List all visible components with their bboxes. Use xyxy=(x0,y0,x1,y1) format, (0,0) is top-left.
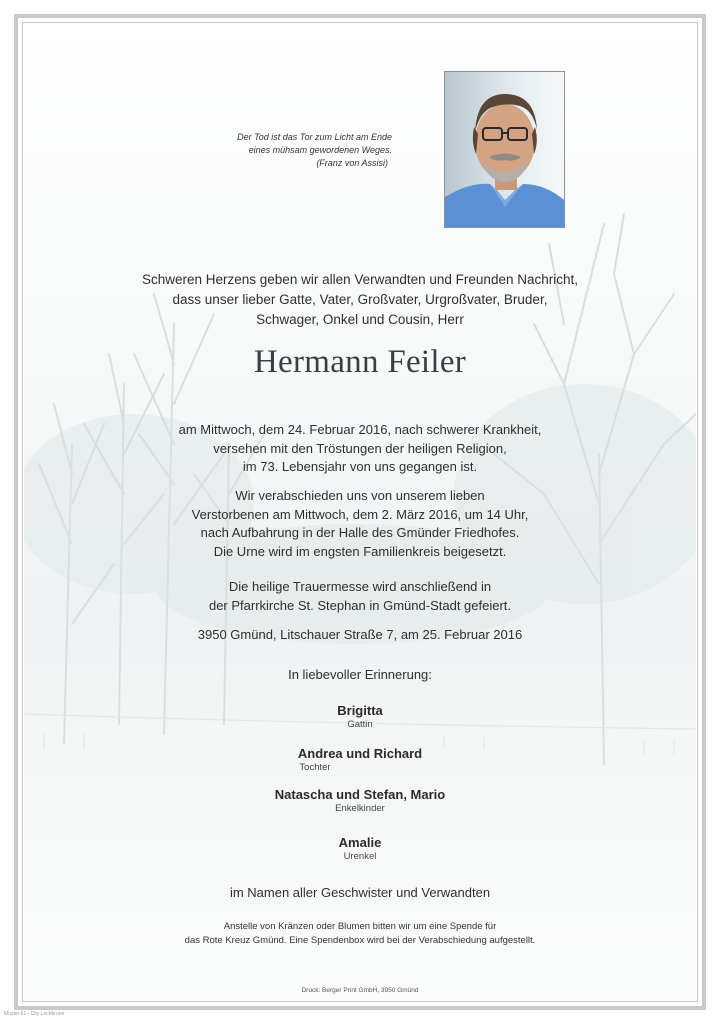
place-date: 3950 Gmünd, Litschauer Straße 7, am 25. Februar 2016 xyxy=(197,627,523,642)
mourner-role: Gattin xyxy=(347,719,373,730)
farewell-info xyxy=(40,487,680,561)
death-info-line: im 73. Lebensjahr von uns gegangen ist. xyxy=(242,459,478,474)
motto-line: Der Tod ist das Tor zum Licht am Ende xyxy=(237,132,392,142)
motto-quote xyxy=(180,131,392,170)
death-info xyxy=(40,421,680,477)
donation-note xyxy=(40,920,680,948)
mourner-entry xyxy=(40,787,680,814)
mourner-entry xyxy=(40,703,680,730)
motto-line: eines mühsam gewordenen Weges. xyxy=(248,145,392,155)
motto-author: (Franz von Assisi) xyxy=(316,158,388,168)
mourner-name: Andrea und Richard xyxy=(297,746,423,761)
farewell-line: Die Urne wird im engsten Familienkreis beigesetzt. xyxy=(213,543,507,559)
mourner-role: Tochter xyxy=(299,762,331,773)
deceased-name: Hermann Feiler xyxy=(253,344,467,380)
farewell-line: nach Aufbahrung in der Halle des Gmünder Friedhofes. xyxy=(200,525,520,540)
farewell-line: Wir verabschieden uns von unserem lieben xyxy=(235,488,485,503)
mourner-role: Enkelkinder xyxy=(335,803,385,814)
mourner-entry xyxy=(40,835,680,862)
death-info-line: am Mittwoch, dem 24. Februar 2016, nach schwerer Krankheit, xyxy=(178,422,542,437)
mourner-name: Natascha und Stefan, Mario xyxy=(274,787,446,802)
intro-line: dass unser lieber Gatte, Vater, Großvater, Urgroßvater, Bruder, xyxy=(172,292,548,307)
memory-heading: In liebevoller Erinnerung: xyxy=(288,667,432,682)
closing-line: im Namen aller Geschwister und Verwandten xyxy=(229,885,491,900)
death-info-line: versehen mit den Tröstungen der heiligen Religion, xyxy=(213,440,507,456)
donation-line: das Rote Kreuz Gmünd. Eine Spendenbox wird bei der Verabschiedung aufgestellt. xyxy=(184,935,536,946)
mass-line: der Pfarrkirche St. Stephan in Gmünd-Stadt gefeiert. xyxy=(208,597,512,613)
template-code: Muster 61 - City Lochbrunn xyxy=(4,1011,65,1017)
donation-line: Anstelle von Kränzen oder Blumen bitten wir um eine Spende für xyxy=(223,921,497,932)
mourner-entry xyxy=(40,746,680,773)
farewell-line: Verstorbenen am Mittwoch, dem 2. März 2016, um 14 Uhr, xyxy=(191,506,529,522)
intro-line: Schwager, Onkel und Cousin, Herr xyxy=(256,312,464,327)
mass-line: Die heilige Trauermesse wird anschließend in xyxy=(228,579,492,594)
intro-text xyxy=(40,270,680,330)
portrait-photo xyxy=(444,71,565,228)
mourner-name: Brigitta xyxy=(337,703,383,718)
mourner-name: Amalie xyxy=(338,835,382,850)
mourner-role: Urenkel xyxy=(343,851,377,862)
intro-line: Schweren Herzens geben wir allen Verwandten und Freunden Nachricht, xyxy=(141,272,578,287)
printer-credit: Druck: Berger Print GmbH, 3950 Gmünd xyxy=(301,987,419,994)
mass-info xyxy=(40,578,680,615)
